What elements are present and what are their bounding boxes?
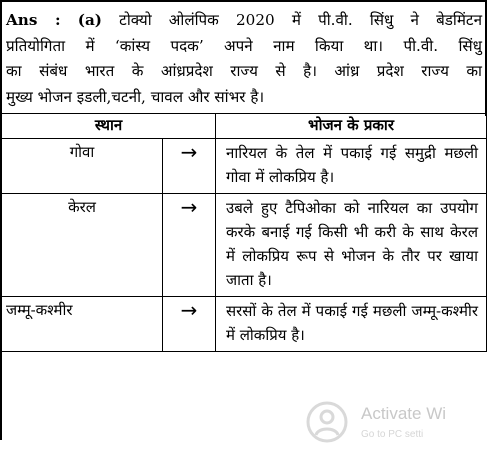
food-cell: नारियल के तेल में पकाई गई समुद्री मछली गोवा में लोकप्रिय है। xyxy=(216,139,487,194)
answer-part: (a) xyxy=(77,11,102,29)
answer-text-1: टोक्यो ओलंपिक 2020 में पी.वी. सिंधु ने बेडमिंटन xyxy=(119,11,483,29)
place-cell: केरल xyxy=(2,194,163,297)
table-row xyxy=(2,297,487,352)
activation-watermark-subtitle: Go to PC setti xyxy=(361,429,424,440)
answer-line-4: मुख्य भोजन इडली,चटनी, चावल और सांभर है। xyxy=(6,87,265,106)
activation-watermark-title: Activate Wi xyxy=(361,404,447,423)
windows-activation-icon xyxy=(305,400,349,444)
table-row xyxy=(2,139,487,194)
answer-paragraph xyxy=(6,8,482,110)
food-table xyxy=(1,113,487,352)
header-place: स्थान xyxy=(2,114,216,139)
arrow-icon: → xyxy=(163,139,216,194)
place-cell: जम्मू-कश्मीर xyxy=(2,297,163,352)
food-cell: उबले हुए टैपिओका को नारियल का उपयोग करके बनाई गई किसी भी करी के साथ केरल में लोकप्रिय रूप से भोजन के तौर पर खाया जाता है। xyxy=(216,194,487,297)
answer-label: Ans : xyxy=(6,11,61,29)
answer-line-1 xyxy=(6,8,482,34)
food-cell: सरसों के तेल में पकाई गई मछली जम्मू-कश्मीर में लोकप्रिय है। xyxy=(216,297,487,352)
place-cell: गोवा xyxy=(2,139,163,194)
arrow-icon: → xyxy=(163,297,216,352)
table-row xyxy=(2,194,487,297)
arrow-icon: → xyxy=(163,194,216,297)
border-top xyxy=(0,0,487,2)
header-food: भोजन के प्रकार xyxy=(216,114,487,139)
answer-line-2: प्रतियोगिता में ‘कांस्य पदक’ अपने नाम किया था। पी.वी. सिंधु xyxy=(6,36,482,55)
table-header-row xyxy=(2,114,487,139)
answer-line-3: का संबंध भारत के आंध्रप्रदेश राज्य से है। आंध्र प्रदेश राज्य का xyxy=(6,62,482,80)
